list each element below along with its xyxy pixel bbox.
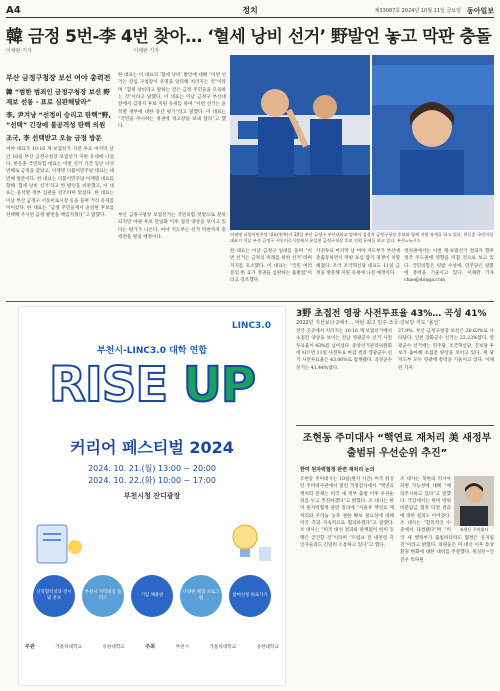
byline: 이채완 기자 xyxy=(133,48,160,54)
article-paragraph: 전국 곳곳에서 치러지는 10·16 재·보궐선거에서 초접전 양상을 보이는 전남 영광군수 선거 사전투표율이 43%를 넘어섰다. 중앙선거관리위원회에 따르면 11일 사전투표 마감 결과 영광군수 선거 사전투표율은 43.06%로 집계됐다. 곡성군수 선거는 41.44%였다. xyxy=(296,329,392,371)
pull-quote: 韓 “범한 범죄인 금정구청장 보선 野 재보 선릉 - 표로 심판해달라” xyxy=(6,88,110,107)
article-column-3 xyxy=(230,248,312,298)
ad-tagline: 부천시-LINC3.0 대학 연합 xyxy=(96,346,208,356)
ad-date-2: 2024. 10. 22.(화) 10:00 ~ 17:00 xyxy=(88,476,216,485)
bylines xyxy=(6,47,259,54)
pull-quote: 조국, 李 선택받고 오늘 금정 방문 xyxy=(6,134,102,143)
portrait-caption: 조현동 주미대사 xyxy=(459,527,489,532)
ad-feature-circles xyxy=(33,575,271,617)
article-paragraph: 부산 금정구청장 보궐선거는 국민의힘 텃밭으로 분류되지만 야권 후보 단일화 이후 접전 양상을 보이고 있다는 평가가 나온다. 여야 지도부는 선거 막판까지 총력전을 벌일 예정이다. xyxy=(118,213,226,241)
sponsor-name: 가톨릭대학교 xyxy=(55,644,82,650)
article-paragraph: 한 대표는 이날 금정구 일대를 돌며 “이번 선거는 금정의 미래를 위한 선거”라며 지지를 호소했다. 이 대표는 “국민 여러분의 한 표가 정권을 심판하는 출발점”이라고 강조했다. xyxy=(230,249,312,284)
signup-link-circle[interactable]: 참여신청 바로가기 xyxy=(229,575,271,617)
section-divider xyxy=(6,301,494,302)
sponsor-name: 가톨릭대학교 xyxy=(209,644,237,650)
sponsor-label: 주최 xyxy=(145,644,155,650)
article-paragraph: 조현동 주미대사는 10일(현지 시간) 미국 워싱턴 주미대사관에서 열린 국정감사에서 “핵연료 재처리 문제는 미국 새 정부 출범 이후 우선순위를 두고 추진하겠다”고 밝혔다. 조 대사는 한미 원자력협정 관련 질의에 “사용후 핵연료 재처리와 우라늄 농축 권한 확보 필요성에 대해 미국 측과 지속적으로 협의하겠다”고 말했다. 조 대사는 “미국 대선 결과와 관계없이 한미 동맹은 굳건할 것”이라며 “트럼프 전 대통령 측 인사들과도 긴밀히 소통하고 있다”고 했다. xyxy=(300,477,394,549)
sponsor-name: 부천시 xyxy=(175,644,189,650)
article-column-2b xyxy=(118,212,226,297)
ad-rise-up-title xyxy=(39,357,265,413)
feature-circle: 부천시 지역내일 플러스 xyxy=(82,575,124,617)
sponsor-label: 주관 xyxy=(25,644,35,650)
ambassador-portrait xyxy=(454,476,494,532)
ambassador-column-c xyxy=(300,476,394,681)
newspaper-brand: 동아일보 xyxy=(466,6,494,15)
sponsor-name: 유한대학교 xyxy=(256,644,279,650)
article-paragraph: 한 대표는 이 대표의 ‘혈세 낭비’ 발언에 대해 “이번 선거는 전임 구청장이 유명을 달리해 치러지는 것”이라며 “혈세 낭비라고 말하는 것은 금정 주민들을 모욕하는 것”이라고 말했다. 이 대표는 이날 금정구 부산대 앞에서 김경지 후보 지원 유세를 하며 “이번 선거는 윤석열 정부에 대한 중간 평가”라고 말했다. 이 대표는 “국민을 무시하는 정권에 경고장을 보내 달라”고 했다. xyxy=(118,73,226,130)
section-divider xyxy=(296,425,494,426)
photo-illustration xyxy=(372,55,494,230)
news-photo-candidate xyxy=(372,55,494,230)
feature-circle: 다양한 체험 프로그램 xyxy=(180,575,222,617)
article-paragraph: 조 대사는 북한의 러시아 파병 가능성에 대해 “예의주시하고 있다”고 말했다. 국감에서는 한미 방위비분담금 협정 타결 결과에 대한 질의도 이어졌다. 조 대사는 “합리적인 수준에서 타결됐다”며 “미국 새 행정부가 출범하더라도 협정은 유지될 것”이라고 밝혔다. 의원들은 미 대선 이후 통상 환경 변화에 대한 대비를 주문했다. 워싱턴=신진우 특파원 xyxy=(400,477,494,563)
photo-caption: 이재명 더불어민주당 대표(왼쪽)가 10일 부산 금정구 부산대학교 앞에서 김경지 금정구청장 후보와 함께 지원 유세를 하고 있다. 한동훈 국민의힘 대표가 이날 부산 금정구 서동미로시장에서 윤일현 금정구청장 후보 지원 유세를 하고 있다. 부산=뉴시스 xyxy=(230,232,494,244)
turnout-column-a xyxy=(296,328,392,420)
article-column-2 xyxy=(118,72,226,212)
ambassador-subhead: 한미 원자력협정 관련 재처리 논의 xyxy=(300,467,375,473)
article-subhead: 부산 금정구청장 보선 여야 총력전 xyxy=(6,74,111,82)
ad-up-word: UP xyxy=(182,357,256,413)
turnout-headline: 3野 초접전 영광 사전투표율 43%… 곡성 41% xyxy=(296,309,487,319)
article-paragraph: 사전투표 마지막 날 여야 지도부가 부산에 총출동하면서 막판 표심 잡기 경쟁이 치열해졌다. 조국 조국혁신당 대표도 11일 금정을 방문해 지원 유세에 나설 예정이다. xyxy=(316,249,400,277)
advertisement-career-festival[interactable] xyxy=(18,306,286,686)
portrait-illustration xyxy=(454,476,494,526)
news-photo-rally-lee xyxy=(230,55,370,230)
turnout-subhead: 2022년 지선보다 2배↑… 막판 최고 민주·조국·진보당 지도 ‘올인’ xyxy=(296,320,441,326)
ambassador-column-d xyxy=(400,476,494,681)
issue-meta: 제33087호 2024년 10월 11일 금요일 xyxy=(374,8,461,14)
photo-illustration xyxy=(230,55,370,230)
byline: 이채완 기자 xyxy=(6,48,32,54)
article-paragraph: 정치권에서는 이번 재·보궐선거 결과가 향후 정국 주도권에 영향을 미칠 것으로 보고 있다. 국민의힘은 텃밭 수성에, 민주당은 탈환에 총력을 기울이고 있다. 이채완 기자 chae@donga.com xyxy=(404,249,494,284)
page-header xyxy=(6,4,494,18)
article-paragraph: 27.9%, 부산 금정구청장 보선은 20.63%로 나타났다. 인천 강화군수 선거는 22.23%였다. 영광군수 선거에는 민주당, 조국혁신당, 진보당 후보가 출마해 초접전 양상을 보이고 있다. 세 당 지도부 모두 영광에 총력을 기울이고 있다. 이채완 기자 xyxy=(398,329,494,371)
ad-sponsors xyxy=(25,643,279,650)
ambassador-headline: 조현동 주미대사 “핵연료 재처리 美 새정부 출범뒤 우선순위 추진” xyxy=(302,433,492,459)
section-title: 정치 xyxy=(242,6,258,15)
pull-quote: 李, 尹겨냥 “선정이 승리고 탄핵”野, “선택” 긴장에 불공격성 탄핵 의원 xyxy=(6,111,111,130)
turnout-column-b xyxy=(398,328,494,420)
ad-festival-title: 커리어 페스티벌 2024 xyxy=(70,438,234,457)
article-column-4 xyxy=(316,248,400,298)
clipboard-illustration-icon xyxy=(27,517,87,567)
linc-logo: LINC3.0 xyxy=(231,321,271,331)
article-paragraph: 여야 대표가 10·16 재·보궐선거 사전 투표 마지막 날인 10일 부산 금정구청장 보궐선거 지원 유세에 나섰다. 한동훈 국민의힘 대표는 이번 선거 기간 동안 다섯 번째로 금정을 찾았고, 이재명 더불어민주당 대표는 네 번째 방문이다. 한 대표는 더불어민주당 이재명 대표를 향해 ‘혈세 낭비 선거’라고 한 발언을 비판했고, 이 대표는 윤석열 정부 심판을 강조하며 맞섰다. 한 대표는 이날 부산 금정구 서동미로시장 등을 돌며 거리 유세를 이어갔다. 한 대표는 “금정 주민들께서 윤일현 후보를 선택해 주시면 금정 발전을 책임지겠다”고 말했다. xyxy=(6,147,114,219)
article-column-5 xyxy=(404,248,494,298)
page-number: A4 xyxy=(6,5,21,16)
lightbulb-illustration-icon xyxy=(215,517,275,567)
main-headline: 韓 금정 5번-李 4번 찾아… ‘혈세 낭비 선거’ 野발언 놓고 막판 충돌 xyxy=(6,27,492,47)
sponsor-name: 유한대학교 xyxy=(102,644,125,650)
ad-rise-word: RISE xyxy=(48,357,168,413)
feature-circle: 기업 채용관 xyxy=(131,575,173,617)
ad-date-1: 2024. 10. 21.(월) 13:00 ~ 20:00 xyxy=(88,464,216,473)
feature-circle: 산학협력성과 전시 및 홍보 xyxy=(33,575,75,617)
ad-venue: 부천시청 잔디광장 xyxy=(123,492,181,500)
